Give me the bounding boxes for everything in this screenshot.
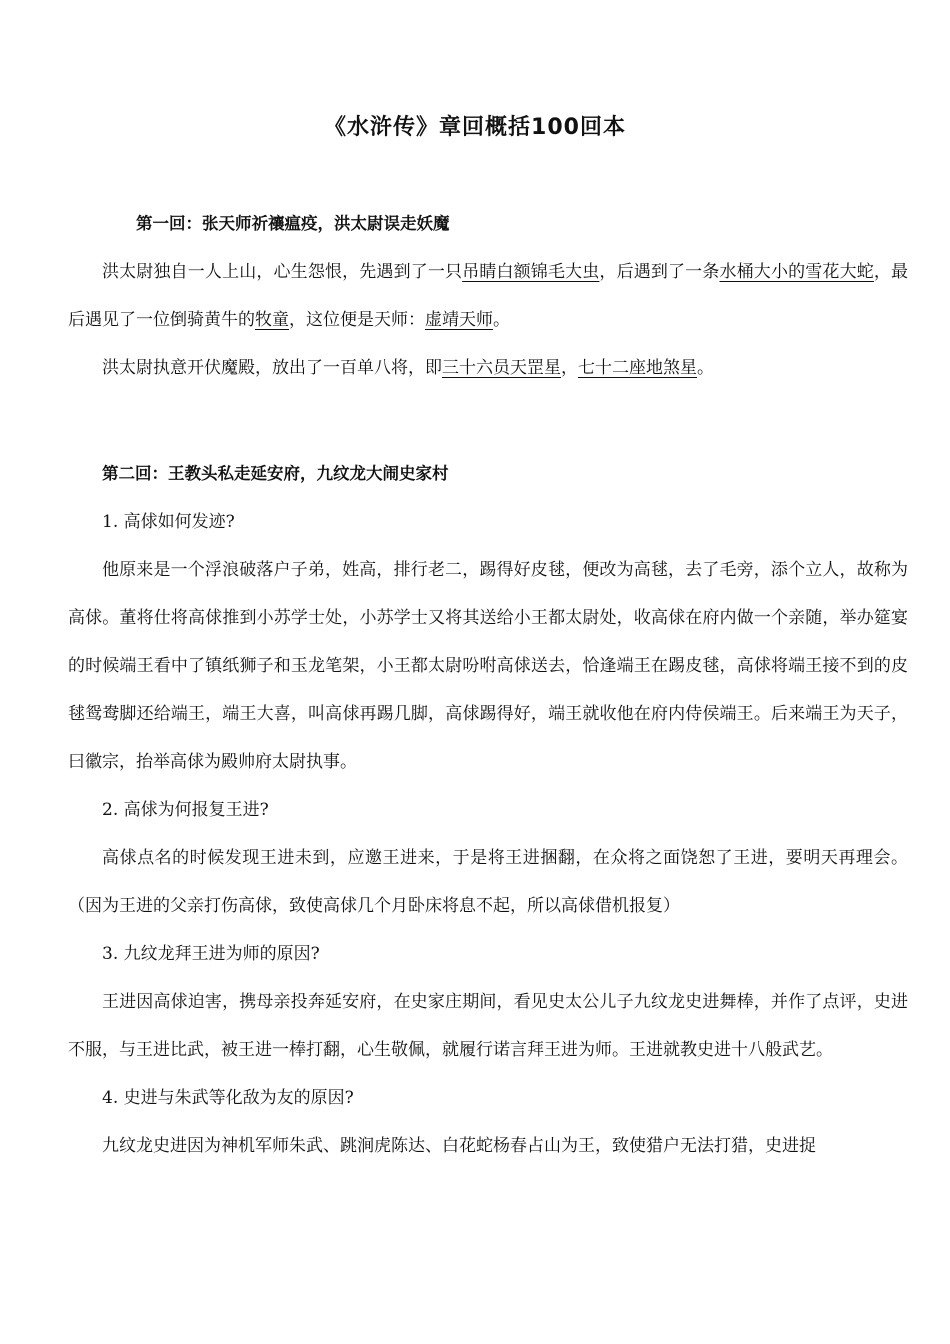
text-span: 洪太尉执意开伏魔殿，放出了一百单八将，即 [102,358,442,378]
answer-1: 他原来是一个浮浪破落户子弟，姓高，排行老二，踢得好皮毬，便改为高毬，去了毛旁，添个立人，故称为高俅。董将仕将高俅推到小苏学士处，小苏学士又将其送给小王都太尉处，收高俅在府内做一个亲随，举办筵宴的时候端王看中了镇纸狮子和玉龙笔架，小王都太尉吩咐高俅送去，恰逢端王在踢皮毬，高俅将端王接不到的皮毬鸳鸯脚还给端王，端王大喜，叫高俅再踢几脚，高俅踢得好，端王就收他在府内侍侯端王。后来端王为天子，曰徽宗，抬举高俅为殿帅府太尉执事。 [68,560,908,772]
text-span: 。 [493,310,510,330]
text-span: ，这位便是天师： [289,310,425,330]
answer-2: 高俅点名的时候发现王进未到，应邀王进来，于是将王进捆翻，在众将之面饶恕了王进，要明天再理会。（因为王进的父亲打伤高俅，致使高俅几个月卧床将息不起，所以高俅借机报复） [68,848,908,916]
document-title: 《水浒传》章回概括100回本 [324,115,626,140]
chapter-2-heading: 第二回：王教头私走延安府，九纹龙大闹史家村 [102,464,449,483]
chapter-1-paragraph-2 [68,344,908,392]
question-1: 1. 高俅如何发迹? [102,512,235,532]
text-span: ， [561,358,578,378]
chapter-1-paragraph-1 [68,248,908,344]
answer-3: 王进因高俅迫害，携母亲投奔延安府，在史家庄期间，看见史太公儿子九纹龙史进舞棒，并作了点评，史进不服，与王进比武，被王进一棒打翻，心生敬佩，就履行诺言拜王进为师。王进就教史进十八般武艺。 [68,992,908,1060]
question-2: 2. 高俅为何报复王进? [102,800,269,820]
text-span: ，最后遇见了一位倒骑黄牛的 [68,262,909,330]
text-span: 洪太尉独自一人上山，心生怨恨，先遇到了一只 [102,262,463,282]
question-3: 3. 九纹龙拜王进为师的原因? [102,944,320,964]
text-span: ，后遇到了一条 [599,262,720,282]
chapter-2-section [68,450,908,1170]
underlined-term: 水桶大小的雪花大蛇 [719,262,874,282]
text-span: 。 [697,358,714,378]
underlined-term: 吊睛白额锦毛大虫 [462,262,600,282]
underlined-term: 虚靖天师 [425,310,493,330]
chapter-1-section [68,200,908,392]
question-4: 4. 史进与朱武等化敌为友的原因? [102,1088,354,1108]
underlined-term: 三十六员天罡星 [442,358,561,378]
underlined-term: 七十二座地煞星 [578,358,697,378]
chapter-1-heading: 第一回：张天师祈禳瘟疫，洪太尉误走妖魔 [136,214,450,233]
underlined-term: 牧童 [255,310,289,330]
answer-4: 九纹龙史进因为神机军师朱武、跳涧虎陈达、白花蛇杨春占山为王，致使猎户无法打猎，史进捉 [102,1136,816,1156]
